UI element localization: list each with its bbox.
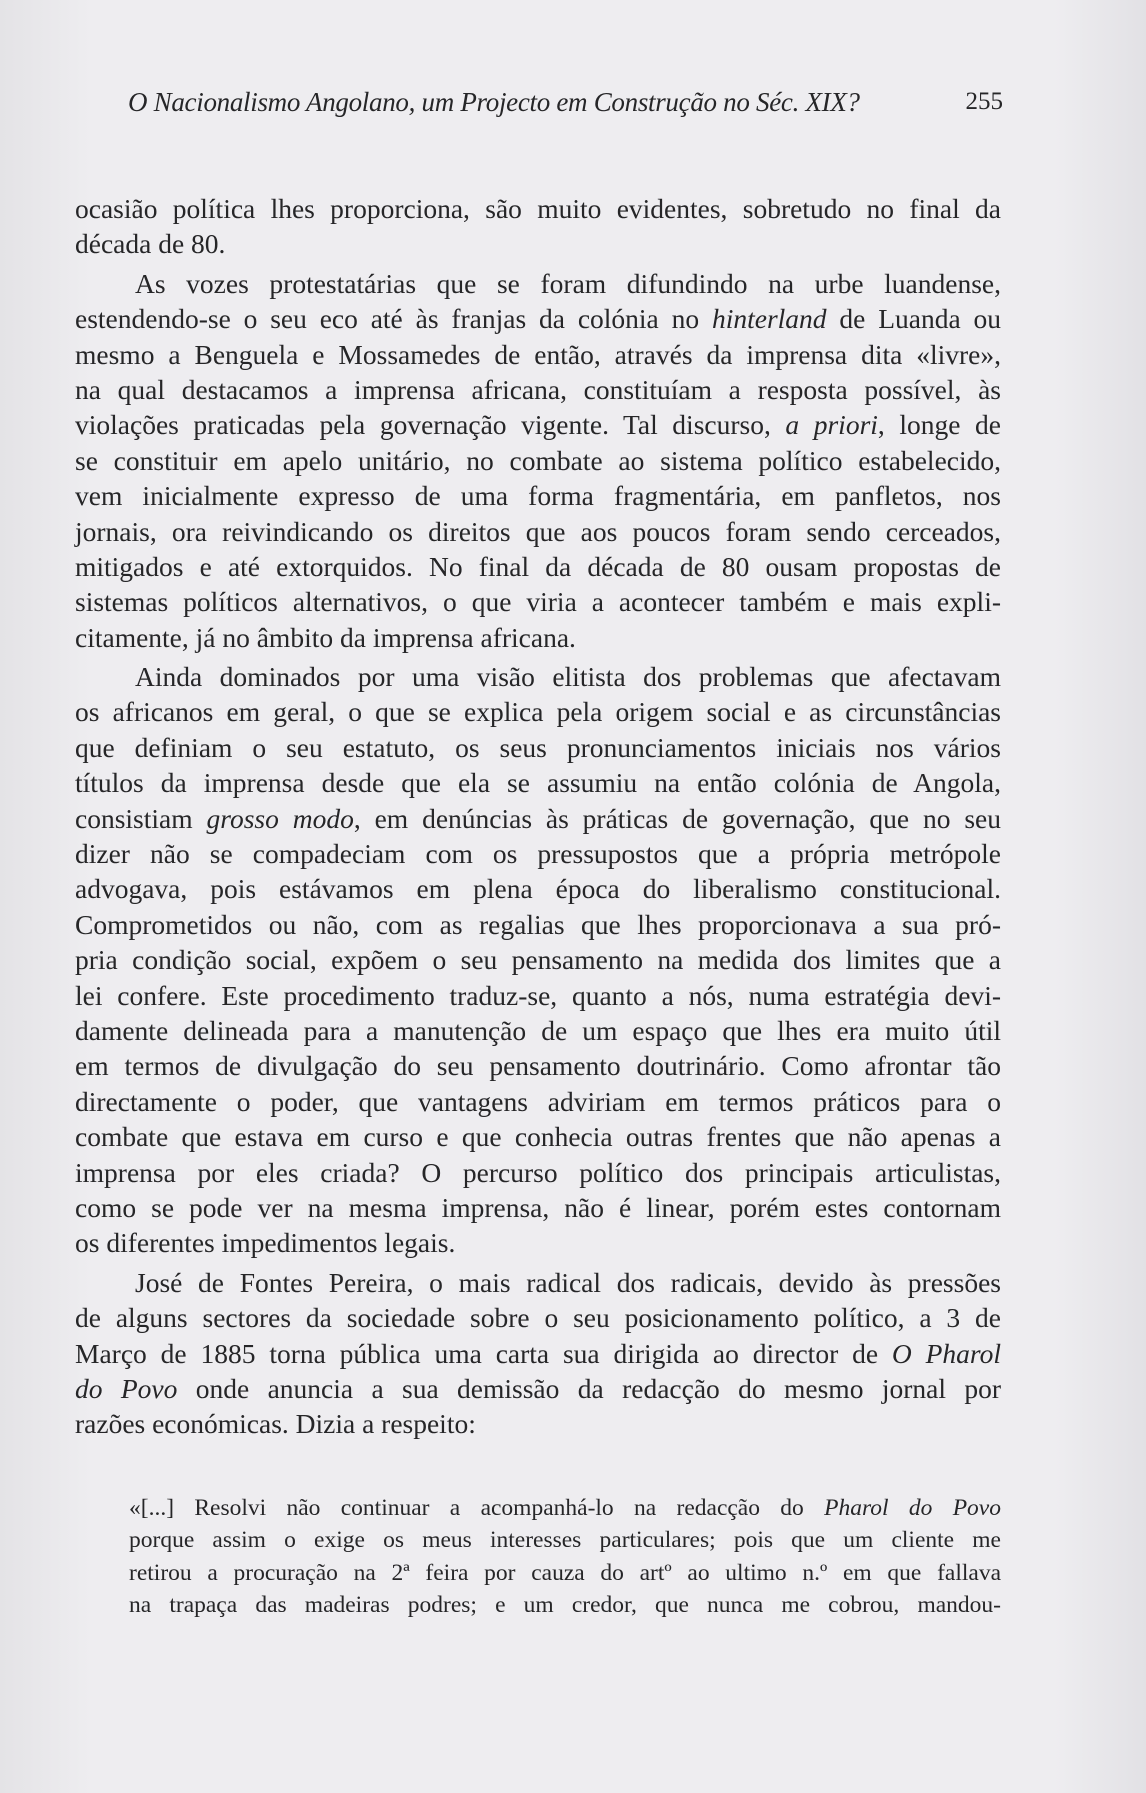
text-segment: como se pode ver na mesma imprensa, não é linear, porém estes contornam [75, 1191, 1001, 1223]
text-line [75, 443, 1001, 478]
text-line [75, 765, 1001, 800]
text-line [75, 226, 1001, 261]
paragraph [75, 191, 1001, 262]
text-line [75, 266, 1001, 301]
text-segment: mesmo a Benguela e Mossamedes de então, através da imprensa dita «livre», [75, 338, 1001, 370]
body-text [75, 191, 1001, 1446]
text-segment: José de Fontes Pereira, o mais radical dos radicais, devido às pressões [135, 1266, 1001, 1298]
text-line [75, 801, 1001, 836]
text-segment: os africanos em geral, o que se explica pela origem social e as circunstâncias [75, 696, 1001, 728]
text-segment: de Luanda ou [826, 303, 1001, 335]
text-line [75, 1048, 1001, 1083]
text-line [75, 1119, 1001, 1154]
text-segment: As vozes protestatárias que se foram difundindo na urbe luandense, [135, 267, 1001, 299]
italic-text: Pharol do Povo [824, 1495, 1001, 1521]
text-line [75, 584, 1001, 619]
text-line [75, 514, 1001, 549]
text-line [75, 549, 1001, 584]
text-segment: em termos de divulgação do seu pensamento doutrinário. Como afrontar tão [75, 1050, 1001, 1082]
text-line [75, 1155, 1001, 1190]
text-line [75, 191, 1001, 226]
italic-text: do Povo [75, 1372, 178, 1404]
running-title: O Nacionalismo Angolano, um Projecto em Construção no Séc. XIX? [128, 87, 860, 117]
text-segment: mitigados e até extorquidos. No final da década de 80 ousam propostas de [75, 550, 1001, 582]
paragraph [75, 266, 1001, 655]
text-segment: lei confere. Este procedimento traduz-se, quanto a nós, numa estratégia devi- [75, 979, 1001, 1011]
text-segment: directamente o poder, que vantagens adviriam em termos práticos para o [75, 1085, 1001, 1117]
text-segment: na trapaça das madeiras podres; e um credor, que nunca me cobrou, mandou- [129, 1592, 1001, 1619]
text-segment: imprensa por eles criada? O percurso político dos principais articulistas, [75, 1156, 1001, 1188]
text-segment: na qual destacamos a imprensa africana, constituíam a resposta possível, às [75, 373, 1001, 405]
text-segment: década de 80. [75, 228, 226, 260]
text-line [129, 1557, 1001, 1589]
text-line [75, 659, 1001, 694]
text-segment: jornais, ora reivindicando os direitos que aos poucos foram sendo cerceados, [75, 515, 1001, 547]
text-line [75, 337, 1001, 372]
text-segment: citamente, já no âmbito da imprensa africana. [75, 621, 576, 653]
text-line [75, 730, 1001, 765]
text-line [75, 871, 1001, 906]
text-segment: se constituir em apelo unitário, no combate ao sistema político estabelecido, [75, 444, 1001, 476]
italic-text: grosso modo [206, 802, 354, 834]
text-segment: Comprometidos ou não, com as regalias que lhes proporcionava a sua pró- [75, 908, 1001, 940]
text-segment: «[...] Resolvi não continuar a acompanhá-lo na redacção do [129, 1495, 825, 1521]
text-line [75, 1300, 1001, 1335]
text-segment: onde anuncia a sua demissão da redacção do mesmo jornal por [177, 1372, 1001, 1404]
text-segment: damente delineada para a manutenção de um espaço que lhes era muito útil [75, 1014, 1001, 1046]
text-segment: títulos da imprensa desde que ela se assumiu na então colónia de Angola, [75, 767, 1001, 799]
text-segment: que definiam o seu estatuto, os seus pronunciamentos iniciais nos vários [75, 731, 1001, 763]
text-line [75, 1225, 1001, 1260]
text-segment: consistiam [75, 802, 207, 834]
text-line [129, 1524, 1001, 1556]
text-line [75, 1190, 1001, 1225]
paragraph [75, 1265, 1001, 1442]
text-segment: razões económicas. Dizia a respeito: [75, 1408, 476, 1440]
text-line [75, 301, 1001, 336]
page-number: 255 [965, 88, 1003, 115]
italic-text: hinterland [711, 303, 827, 335]
text-segment: porque assim o exige os meus interesses particulares; pois que um cliente me [129, 1527, 1001, 1554]
text-segment: estendendo-se o seu eco até às franjas da colónia no [75, 303, 712, 335]
text-segment: advogava, pois estávamos em plena época do liberalismo constitucional. [75, 873, 1001, 905]
text-segment: violações praticadas pela governação vigente. Tal discurso, [75, 409, 786, 441]
text-segment: os diferentes impedimentos legais. [75, 1227, 456, 1259]
text-line [75, 478, 1001, 513]
block-quote [129, 1492, 1001, 1622]
text-segment: retirou a procuração na 2ª feira por cauza do artº ao ultimo n.º em que fallava [129, 1559, 1001, 1586]
text-segment: ocasião política lhes proporciona, são muito evidentes, sobretudo no final da [75, 193, 1001, 224]
text-line [75, 978, 1001, 1013]
text-segment: de alguns sectores da sociedade sobre o seu posicionamento político, a 3 de [75, 1302, 1001, 1334]
text-line [75, 620, 1001, 655]
text-line [129, 1589, 1001, 1621]
text-line [75, 1265, 1001, 1300]
text-segment: , em denúncias às práticas de governação, que no seu [353, 802, 1001, 834]
italic-text: O Pharol [891, 1337, 1001, 1369]
running-header [128, 84, 1003, 120]
text-segment: sistemas políticos alternativos, o que viria a acontecer também e mais expli- [75, 586, 1001, 618]
text-segment: Ainda dominados por uma visão elitista dos problemas que afectavam [135, 661, 1001, 693]
text-line [75, 1336, 1001, 1371]
text-line [75, 1406, 1001, 1441]
text-line [129, 1492, 1001, 1524]
text-line [75, 942, 1001, 977]
italic-text: a priori [785, 409, 878, 441]
text-segment: vem inicialmente expresso de uma forma fragmentária, em panfletos, nos [75, 480, 1001, 512]
paragraph [75, 659, 1001, 1261]
text-segment: Março de 1885 torna pública uma carta sua dirigida ao director de [75, 1337, 892, 1369]
text-line [75, 1084, 1001, 1119]
text-line [75, 372, 1001, 407]
text-segment: combate que estava em curso e que conhecia outras frentes que não apenas a [75, 1121, 1001, 1153]
text-line [75, 836, 1001, 871]
text-segment: pria condição social, expõem o seu pensamento na medida dos limites que a [75, 944, 1001, 976]
text-line [75, 907, 1001, 942]
text-segment: , longe de [877, 409, 1001, 441]
text-line [75, 407, 1001, 442]
text-line [75, 694, 1001, 729]
text-line [75, 1371, 1001, 1406]
text-line [75, 1013, 1001, 1048]
text-segment: dizer não se compadeciam com os pressupostos que a própria metrópole [75, 838, 1001, 870]
